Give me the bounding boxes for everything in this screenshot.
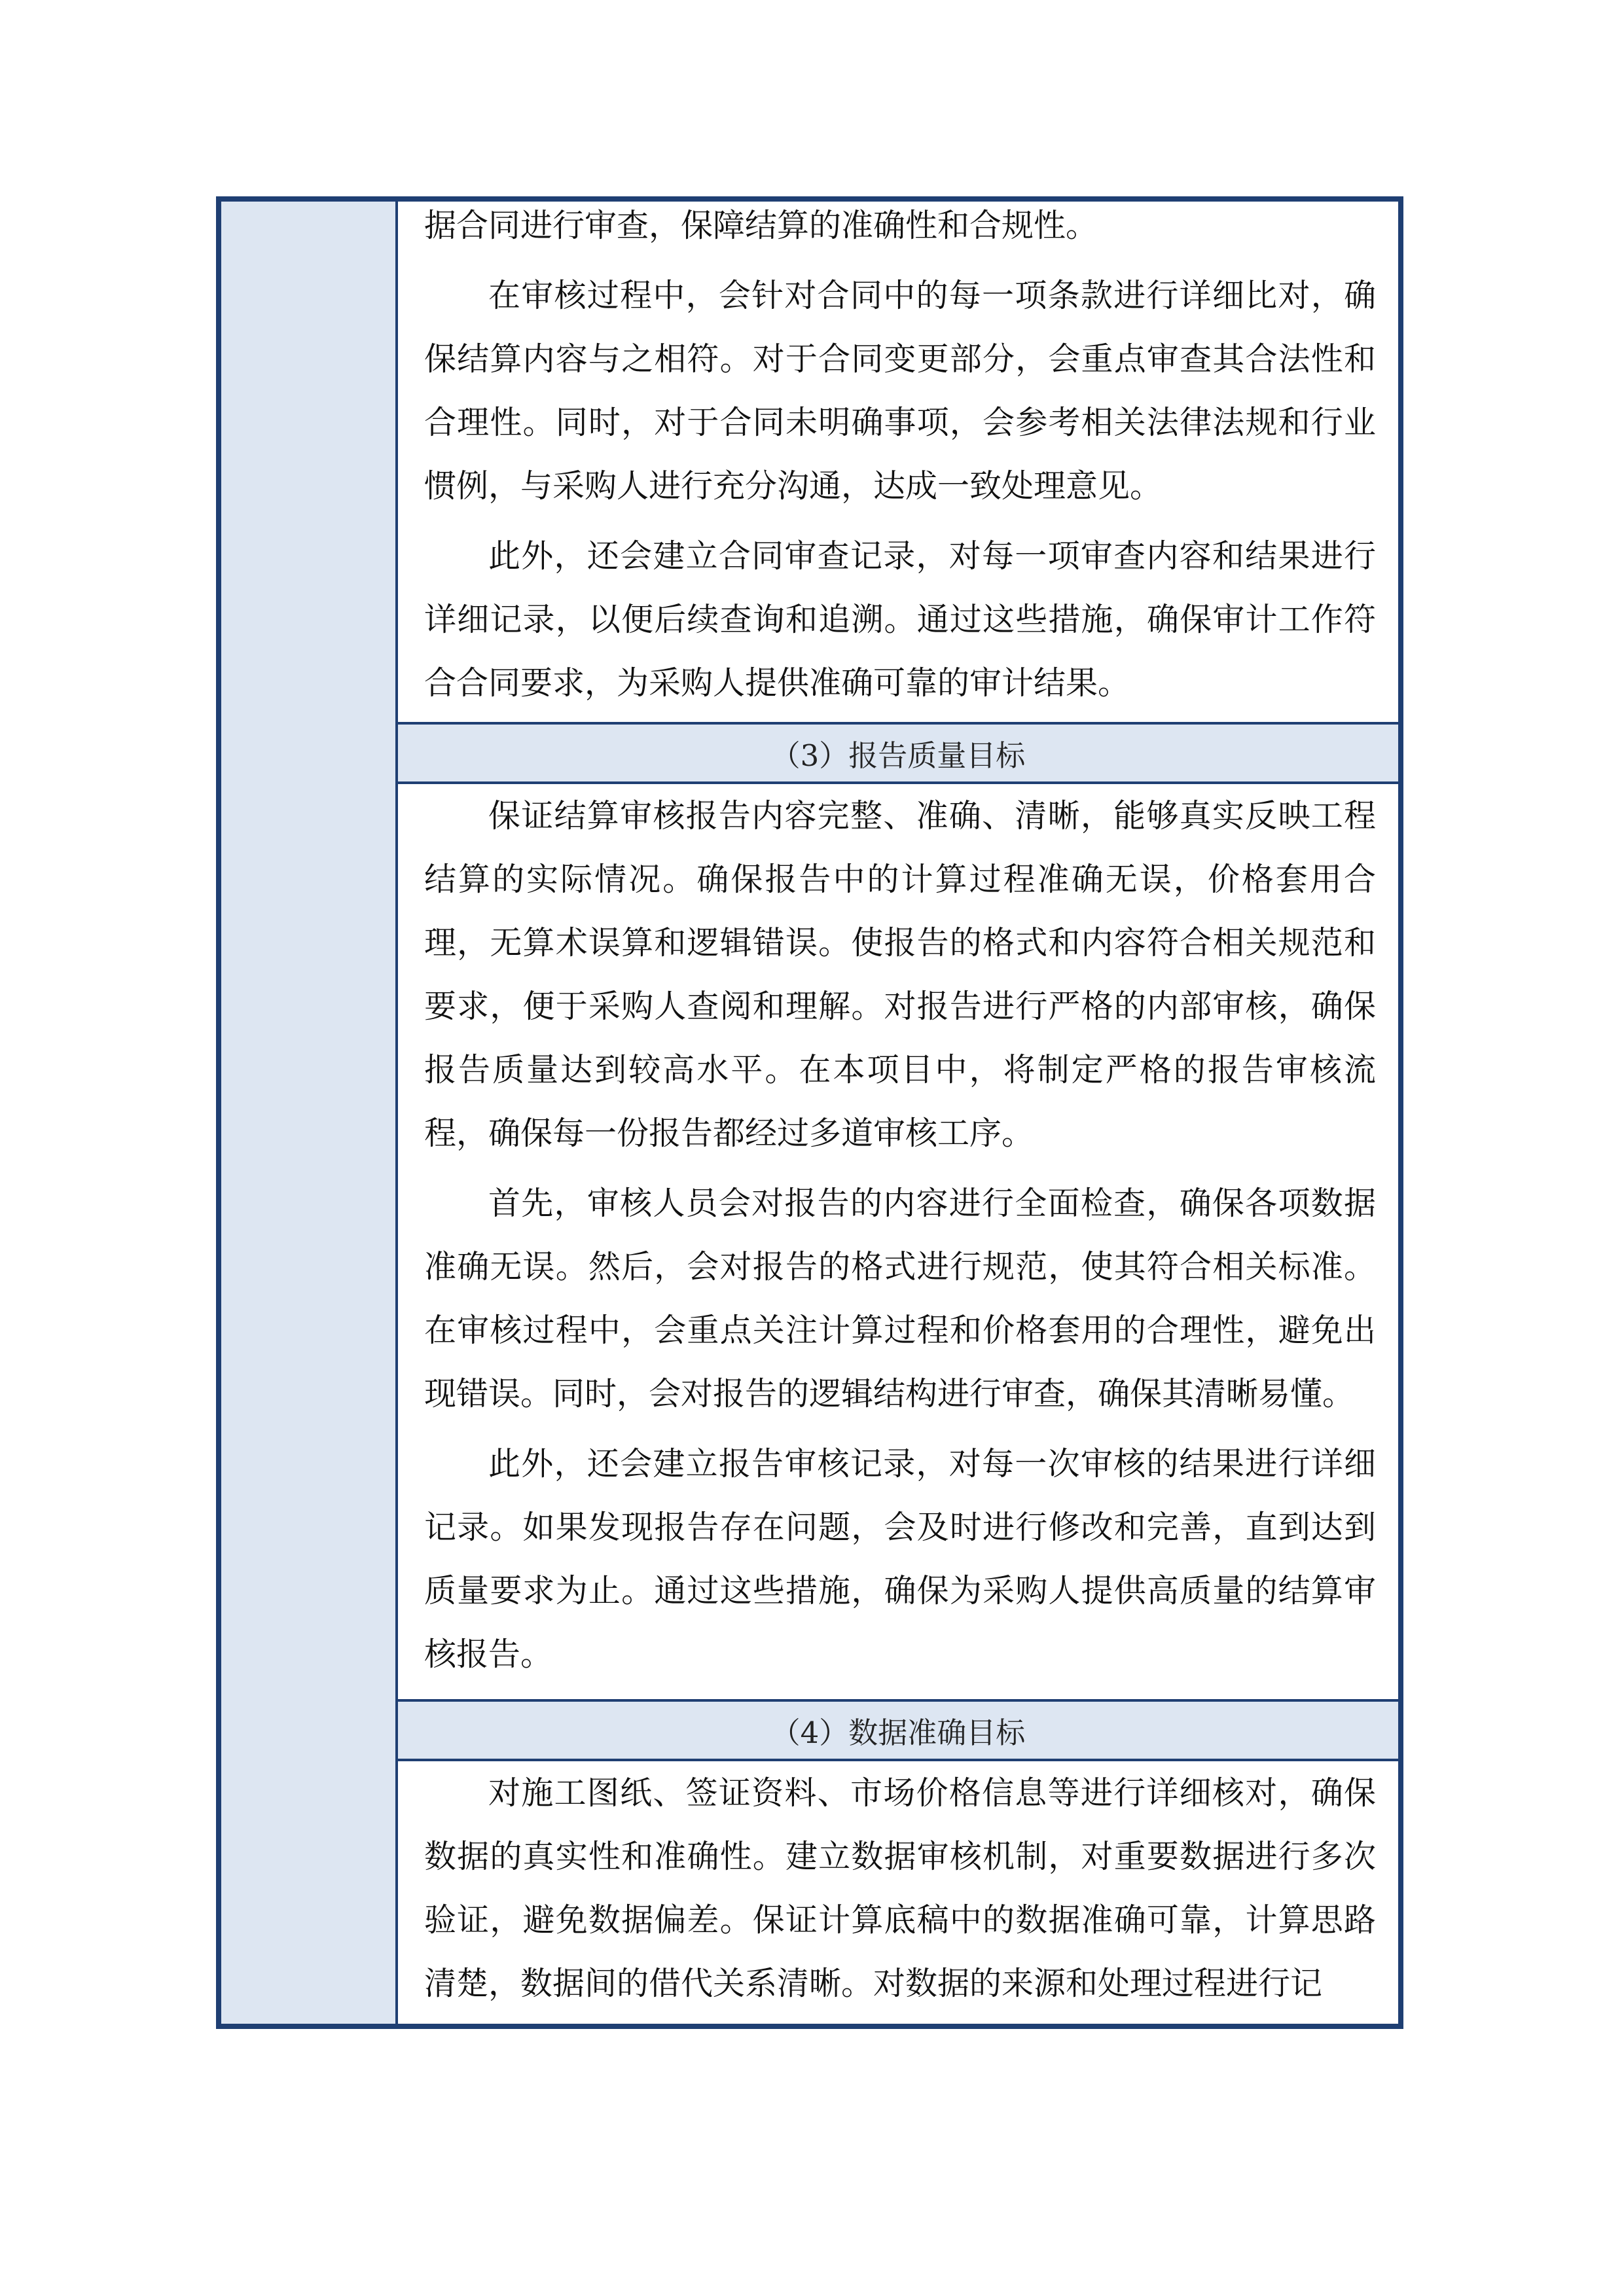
data-accuracy-block [398, 1761, 1398, 2015]
section-header-data-accuracy: （4）数据准确目标 [398, 1699, 1398, 1761]
right-content-column [398, 202, 1398, 2024]
contract-review-block [398, 202, 1398, 722]
report-quality-block [398, 784, 1398, 1699]
left-label-column [221, 202, 398, 2024]
section-header-report-quality: （3）报告质量目标 [398, 722, 1398, 784]
paragraph: 据合同进行审查，保障结算的准确性和合规性。 [424, 207, 1098, 244]
paragraph: 此外，还会建立合同审查记录，对每一项审查内容和结果进行详细记录，以便后续查询和追溯。通过这些措施，确保审计工作符合合同要求，为采购人提供准确可靠的审计结果。 [424, 537, 1376, 702]
paragraph: 首先，审核人员会对报告的内容进行全面检查，确保各项数据准确无误。然后，会对报告的格式进行规范，使其符合相关标准。在审核过程中，会重点关注计算过程和价格套用的合理性，避免出现错误。同时，会对报告的逻辑结构进行审查，确保其清晰易懂。 [424, 1185, 1376, 1412]
content-table [216, 196, 1403, 2029]
paragraph: 此外，还会建立报告审核记录，对每一次审核的结果进行详细记录。如果发现报告存在问题，会及时进行修改和完善，直到达到质量要求为止。通过这些措施，确保为采购人提供高质量的结算审核报告。 [424, 1445, 1376, 1673]
paragraph: 对施工图纸、签证资料、市场价格信息等进行详细核对，确保数据的真实性和准确性。建立数据审核机制，对重要数据进行多次验证，避免数据偏差。保证计算底稿中的数据准确可靠，计算思路清楚，数据间的借代关系清晰。对数据的来源和处理过程进行记 [424, 1774, 1376, 2002]
paragraph: 在审核过程中，会针对合同中的每一项条款进行详细比对，确保结算内容与之相符。对于合同变更部分，会重点审查其合法性和合理性。同时，对于合同未明确事项，会参考相关法律法规和行业惯例，与采购人进行充分沟通，达成一致处理意见。 [424, 277, 1376, 505]
paragraph: 保证结算审核报告内容完整、准确、清晰，能够真实反映工程结算的实际情况。确保报告中的计算过程准确无误，价格套用合理，无算术误算和逻辑错误。使报告的格式和内容符合相关规范和要求，便于采购人查阅和理解。对报告进行严格的内部审核，确保报告质量达到较高水平。在本项目中，将制定严格的报告审核流程，确保每一份报告都经过多道审核工序。 [424, 797, 1376, 1152]
